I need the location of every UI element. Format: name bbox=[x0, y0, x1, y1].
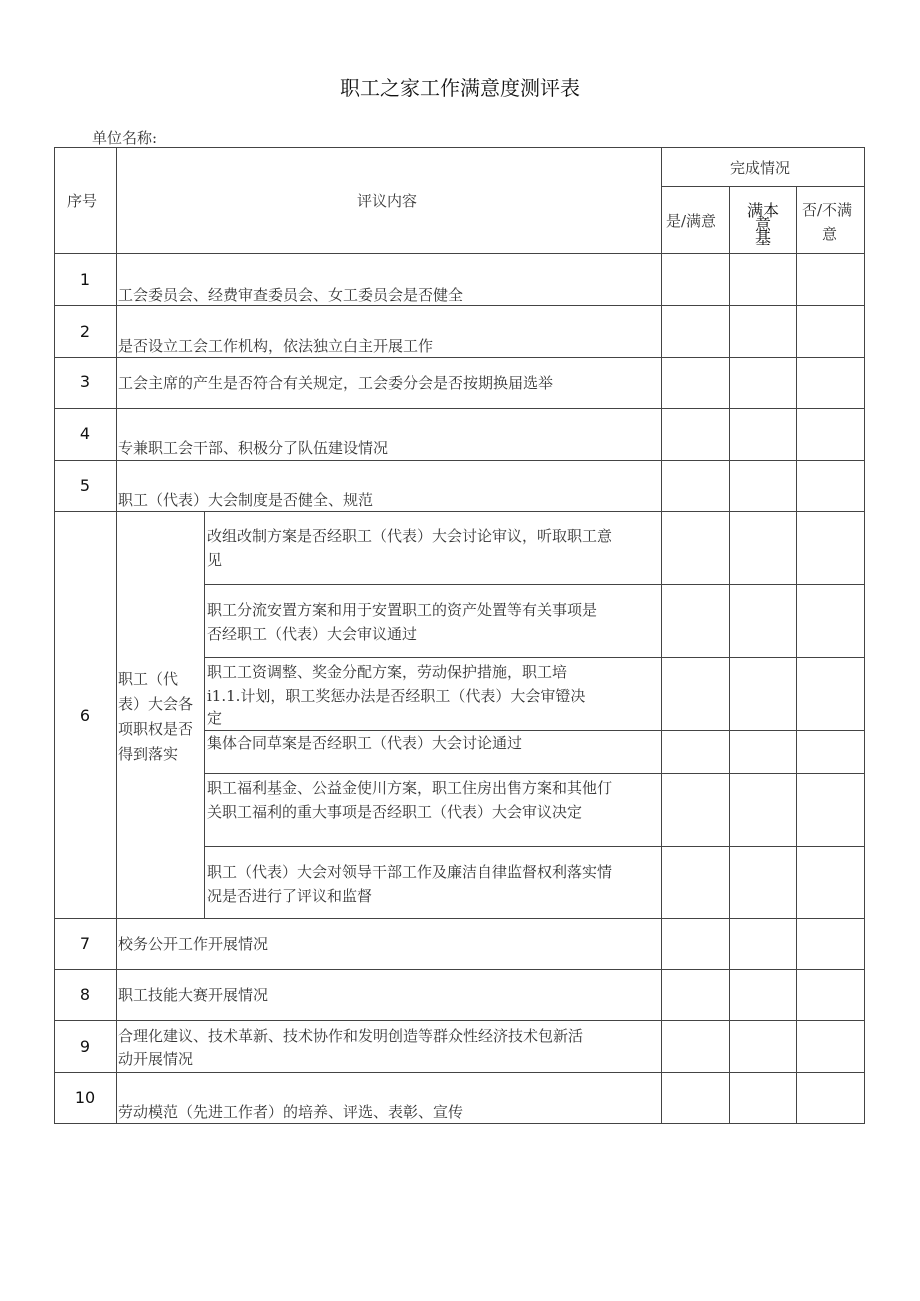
sub-item: 职工（代表）大会对领导干部工作及廉洁自律监督权利落实情 bbox=[207, 863, 613, 881]
page-title: 职工之家工作满意度测评表 bbox=[340, 76, 580, 100]
sub-item: 职工福利基金、公益金使川方案，职工住房出售方案和其他仃 bbox=[207, 779, 613, 797]
row-number: 7 bbox=[79, 934, 91, 953]
row-number: 3 bbox=[79, 372, 91, 391]
header-no-line2: 意 bbox=[822, 225, 838, 243]
row-number: 5 bbox=[79, 476, 91, 495]
row-number: 1 bbox=[79, 270, 91, 289]
row-content: 合理化建议、技术革新、技术协作和发明创造等群众性经济技术包新活 bbox=[118, 1027, 584, 1045]
row-number: 10 bbox=[74, 1088, 96, 1107]
row-content: 职工（代表）大会制度是否健全、规范 bbox=[118, 491, 374, 509]
row6-category-line: 表）大会各 bbox=[118, 695, 194, 713]
row-number: 8 bbox=[79, 985, 91, 1004]
header-basic-top: 满本 bbox=[746, 201, 779, 220]
row-content: 劳动模范（先进工作者）的培养、评选、表彰、宣传 bbox=[118, 1103, 464, 1121]
sub-item: 况是否进行了评议和监督 bbox=[207, 887, 373, 905]
row-content: 是否设立工会工作机构，依法独立白主开展工作 bbox=[118, 337, 434, 355]
row-number: 2 bbox=[79, 322, 91, 341]
row-content: 工会主席的产生是否符合有关规定，工会委分会是否按期换届选举 bbox=[118, 374, 554, 392]
header-content: 评议内容 bbox=[357, 192, 418, 210]
row-content: 工会委员会、经费审查委员会、女工委员会是否健全 bbox=[118, 286, 464, 304]
sub-item: 改组改制方案是否经职工（代表）大会讨论审议，听取职工意 bbox=[207, 527, 613, 545]
sub-item: 定 bbox=[207, 709, 223, 727]
header-seq: 序号 bbox=[67, 192, 98, 210]
sub-item: 否经职工（代表）大会审议通过 bbox=[207, 625, 418, 643]
header-completion: 完成情况 bbox=[730, 159, 791, 177]
header-yes-satisfied: 是/满意 bbox=[666, 212, 717, 230]
header-basic-satisfied bbox=[737, 201, 789, 248]
row-content: 校务公开工作开展情况 bbox=[118, 935, 269, 953]
sub-item: i1.1.计划，职工奖惩办法是否经职工（代表）大会审镫决 bbox=[207, 687, 586, 705]
sub-item: 集体合同草案是否经职工（代表）大会讨论通过 bbox=[207, 734, 523, 752]
sub-item: 职工工资调整、奖金分配方案，劳动保护措施，职工培 bbox=[207, 663, 568, 681]
row-content: 动开展情况 bbox=[118, 1050, 194, 1068]
unit-name-label: 单位名称: bbox=[92, 129, 158, 147]
sub-item: 职工分流安置方案和用于安置职工的资产处置等有关事项是 bbox=[207, 601, 598, 619]
row6-category-line: 职工（代 bbox=[118, 670, 179, 688]
row-content: 专兼职工会干部、积极分了队伍建设情况 bbox=[118, 439, 389, 457]
row6-category-line: 项职权是否 bbox=[118, 720, 194, 738]
row-number: 4 bbox=[79, 424, 91, 443]
row-number: 9 bbox=[79, 1037, 91, 1056]
header-basic-bot: 基 bbox=[754, 229, 771, 248]
row-content: 职工技能大赛开展情况 bbox=[118, 986, 269, 1004]
header-no-line1: 否/不满 bbox=[802, 201, 853, 219]
sub-item: 见 bbox=[207, 551, 223, 569]
row6-category-line: 得到落实 bbox=[118, 745, 179, 763]
header-basic-mid: 意 bbox=[754, 215, 771, 234]
sub-item: 关职工福利的重大事项是否经职工（代表）大会审议决定 bbox=[207, 803, 583, 821]
row-number: 6 bbox=[79, 706, 91, 725]
